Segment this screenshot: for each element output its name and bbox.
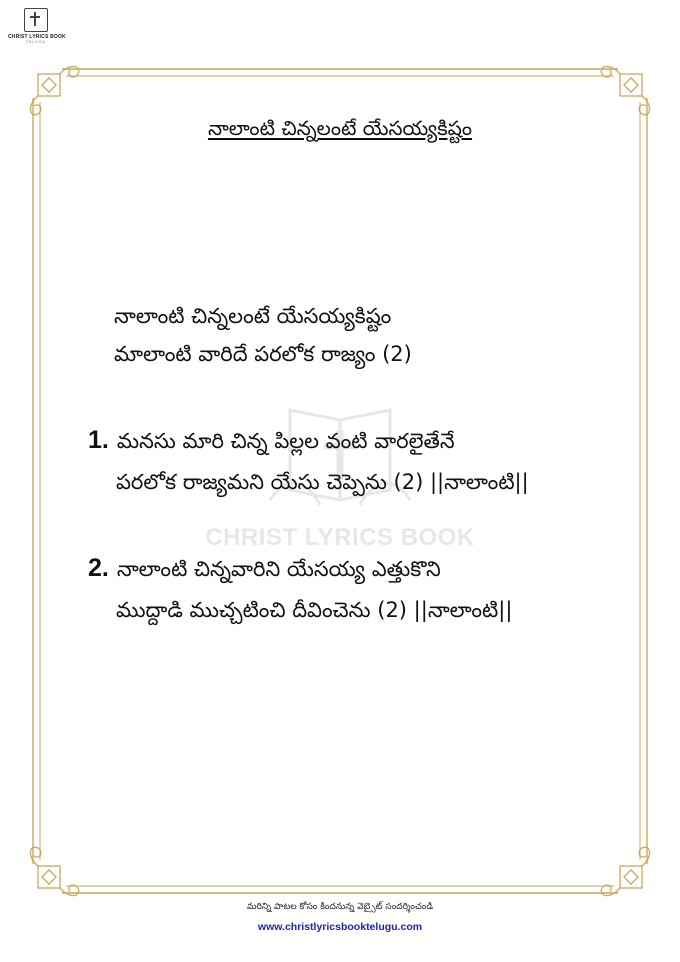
corner-ornament-bl <box>30 847 78 895</box>
watermark-text: CHRIST LYRICS BOOK <box>205 524 475 551</box>
song-title: నాలాంటి చిన్నలంటే యేసయ్యకిష్టం <box>207 116 473 140</box>
logo-name: CHRIST LYRICS BOOK <box>8 34 66 40</box>
corner-ornament-tr <box>601 66 649 114</box>
verse-text: నాలాంటి చిన్నవారిని యేసయ్య ఎత్తుకొని <box>116 557 441 581</box>
corner-ornament-tl <box>30 66 78 114</box>
corner-ornament-br <box>601 847 649 895</box>
verse-text: మనసు మారి చిన్న పిల్లల వంటి వారలైతేనే <box>116 429 455 453</box>
verse-1-line-2: పరలోక రాజ్యమని యేసు చెప్పెను (2) ||నాలాంటి|| <box>116 470 529 494</box>
logo-sub: TELUGU <box>25 40 47 44</box>
website-link[interactable]: www.christlyricsbooktelugu.com <box>257 921 423 933</box>
verse-2-line-2: ముద్దాడి ముచ్చటించి దీవించెను (2) ||నాలాంటి|| <box>116 598 513 622</box>
verse-1-line-1 <box>88 426 455 459</box>
verse-2-line-1 <box>88 554 441 587</box>
footer-note: మరిన్ని పాటల కోసం కిందనున్న వెబ్సైట్ సందర్శించండి <box>246 902 434 912</box>
chorus-line-2: మాలాంటి వారిదే పరలోక రాజ్యం (2) <box>114 342 412 366</box>
verse-number: 2. <box>88 554 109 582</box>
verse-number: 1. <box>88 426 109 454</box>
chorus-line-1: నాలాంటి చిన్నలంటే యేసయ్యకిష్టం <box>114 304 392 328</box>
